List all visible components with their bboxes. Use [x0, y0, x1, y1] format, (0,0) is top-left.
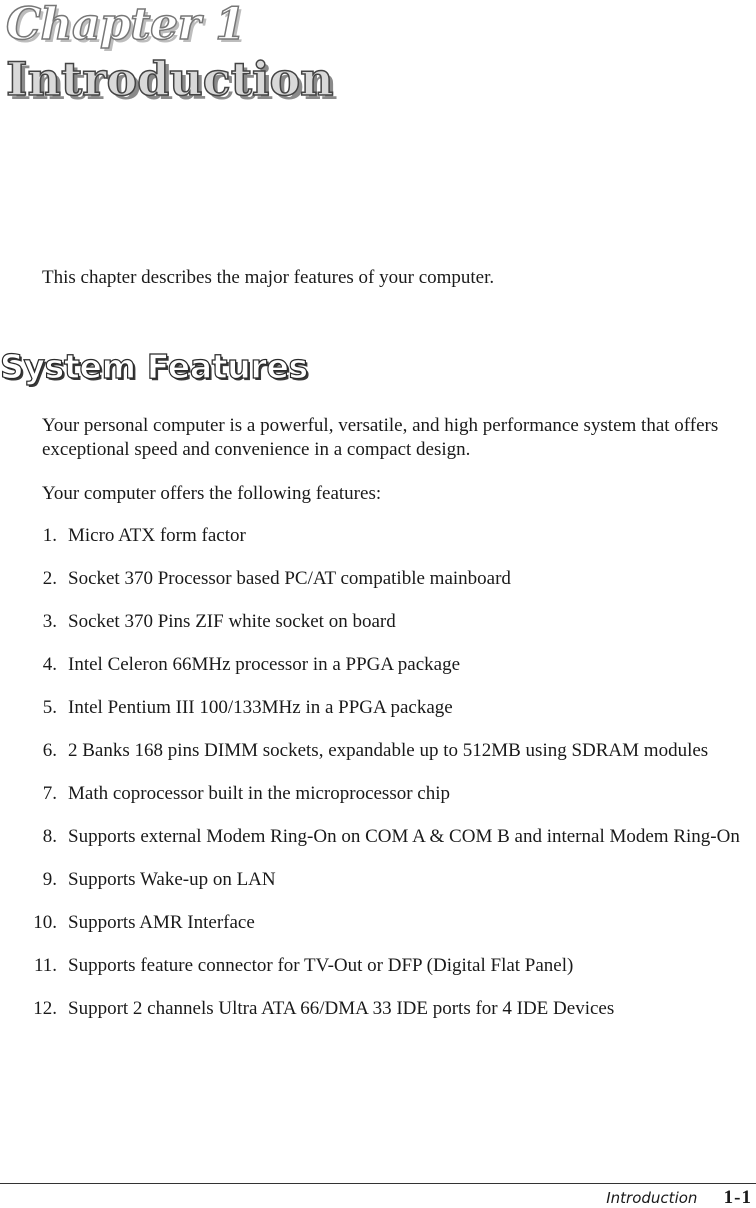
footer-divider [0, 1183, 756, 1184]
feature-item [0, 610, 756, 634]
feature-text: Intel Celeron 66MHz processor in a PPGA package [68, 654, 461, 675]
intro-paragraph: This chapter describes the major features of your computer. [42, 267, 495, 288]
feature-number: 8. [42, 826, 57, 847]
chapter-label: Chapter 1 [6, 0, 246, 50]
section-paragraph: Your personal computer is a powerful, versatile, and high performance system that offers exceptional speed and convenience in a compact design. [42, 415, 719, 460]
feature-number: 12. [33, 998, 57, 1019]
chapter-title: Introduction [6, 52, 334, 106]
feature-number: 9. [42, 869, 57, 890]
feature-item [0, 782, 756, 806]
feature-number: 5. [42, 697, 57, 718]
feature-item [0, 739, 756, 763]
feature-item [0, 868, 756, 892]
feature-text: Supports Wake-up on LAN [68, 869, 276, 890]
features-lead-in: Your computer offers the following features: [42, 483, 382, 504]
feature-number: 2. [42, 568, 57, 589]
feature-item [0, 911, 756, 935]
feature-number: 4. [42, 654, 57, 675]
feature-number: 3. [42, 611, 57, 632]
feature-text: Support 2 channels Ultra ATA 66/DMA 33 IDE ports for 4 IDE Devices [68, 998, 615, 1019]
feature-item [0, 825, 756, 849]
feature-number: 11. [33, 955, 57, 976]
page-footer [606, 1188, 752, 1208]
feature-text: Intel Pentium III 100/133MHz in a PPGA package [68, 697, 453, 718]
footer-section-name: Introduction [606, 1189, 698, 1207]
feature-text: Supports feature connector for TV-Out or DFP (Digital Flat Panel) [68, 955, 574, 976]
feature-item [0, 653, 756, 677]
feature-item [0, 954, 756, 978]
feature-number: 1. [42, 525, 57, 546]
feature-text: 2 Banks 168 pins DIMM sockets, expandable up to 512MB using SDRAM modules [68, 740, 709, 761]
page-number: 1-1 [723, 1187, 752, 1208]
feature-text: Supports external Modem Ring-On on COM A & COM B and internal Modem Ring-On [68, 826, 740, 847]
feature-list [0, 524, 756, 1040]
feature-text: Micro ATX form factor [68, 525, 246, 546]
feature-item [0, 524, 756, 548]
feature-number: 6. [42, 740, 57, 761]
feature-text: Supports AMR Interface [68, 912, 255, 933]
feature-number: 7. [42, 783, 57, 804]
feature-text: Socket 370 Pins ZIF white socket on board [68, 611, 396, 632]
feature-item [0, 696, 756, 720]
feature-item [0, 997, 756, 1021]
feature-number: 10. [33, 912, 57, 933]
feature-text: Math coprocessor built in the microprocessor chip [68, 783, 451, 804]
feature-item [0, 567, 756, 591]
feature-text: Socket 370 Processor based PC/AT compatible mainboard [68, 568, 511, 589]
section-heading: System Features [0, 347, 308, 386]
